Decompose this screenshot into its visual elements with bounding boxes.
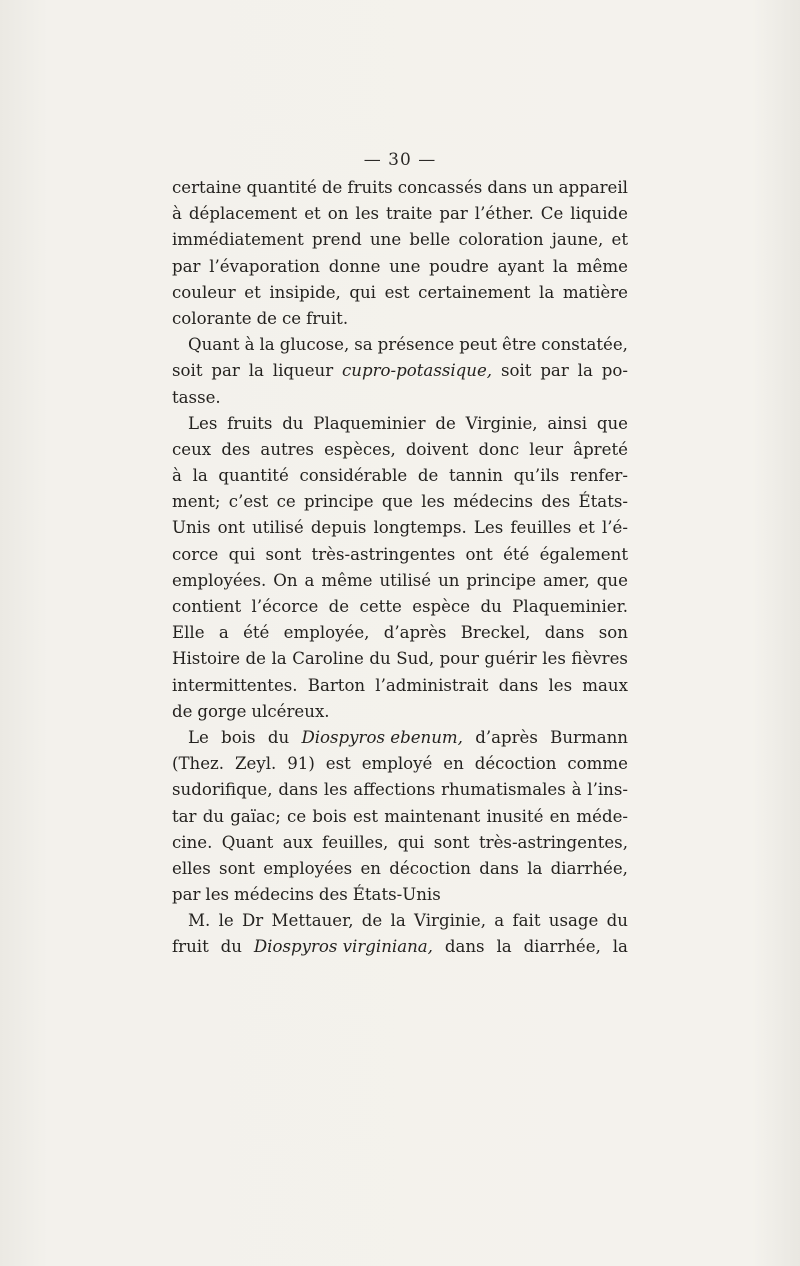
word: amer, <box>542 570 590 590</box>
word: quantité <box>218 466 289 486</box>
word: la <box>612 937 628 957</box>
word: dans <box>444 937 485 957</box>
word: Virginie, <box>414 911 486 931</box>
word: bois <box>312 806 347 826</box>
word: diarrhée, <box>523 937 601 957</box>
word: utilisé <box>379 570 432 590</box>
word: que <box>381 492 414 512</box>
word: son <box>598 623 628 643</box>
word: de <box>321 178 343 197</box>
word: sont <box>219 858 255 878</box>
word: États-Unis <box>352 885 441 905</box>
word: on <box>327 204 349 224</box>
word: sont <box>265 544 302 564</box>
word: des <box>318 885 348 905</box>
word: de <box>435 413 456 433</box>
word: des <box>541 492 571 512</box>
word: très-astringentes <box>311 544 456 564</box>
word: intermittentes. <box>172 675 298 695</box>
word: po- <box>601 361 628 381</box>
word: tar <box>172 806 197 826</box>
text-line <box>172 856 628 882</box>
word: fruits <box>347 178 393 197</box>
word: a <box>494 911 505 931</box>
word: depuis <box>310 518 367 538</box>
text-line <box>172 306 628 332</box>
word: affections <box>353 780 436 800</box>
text-line <box>172 227 628 253</box>
word: donne <box>328 256 381 276</box>
word: fruit <box>172 937 209 957</box>
word: jaune, <box>551 230 604 250</box>
text-line <box>172 568 628 594</box>
word: et <box>611 230 628 250</box>
word: Dr <box>242 911 264 931</box>
word: très-astringentes, <box>479 832 628 852</box>
text-line <box>172 437 628 463</box>
word: également <box>539 544 628 564</box>
word: décoction <box>389 858 471 878</box>
word: d’après <box>383 623 447 643</box>
word: du <box>369 649 391 669</box>
word: aux <box>282 832 313 852</box>
word: On <box>273 570 298 590</box>
text-line <box>172 777 628 803</box>
word: Zeyl. <box>235 754 277 774</box>
word: d’après <box>475 727 538 747</box>
word: a <box>304 570 315 590</box>
word: employée, <box>283 623 370 643</box>
word: Caroline <box>292 649 364 669</box>
page-number: — 30 — <box>363 150 437 170</box>
word: Barton <box>307 675 366 695</box>
word: Elle <box>172 623 205 643</box>
word: les <box>205 885 230 905</box>
word: tasse. <box>172 387 221 407</box>
word: soit <box>172 361 203 381</box>
word: de <box>172 701 193 721</box>
word: a <box>218 623 229 643</box>
word: fait <box>512 911 541 931</box>
word: ceux <box>172 439 212 459</box>
word: à <box>172 204 182 224</box>
word: doivent <box>405 439 469 459</box>
word: concassés <box>397 178 483 197</box>
word: qui <box>397 832 425 852</box>
word: du <box>480 597 502 616</box>
text-line <box>172 254 628 280</box>
word: la <box>248 361 264 381</box>
text-line <box>172 804 628 830</box>
body-text <box>172 175 628 961</box>
word: Breckel, <box>460 623 531 643</box>
word: employé <box>361 754 433 774</box>
word: dans <box>544 623 585 643</box>
word: la <box>539 282 555 302</box>
text-line <box>172 280 628 306</box>
word: coloration <box>458 230 544 250</box>
word: ce <box>281 308 302 328</box>
word: la <box>527 858 543 878</box>
word: utilisé <box>252 518 304 538</box>
text-line <box>172 882 628 908</box>
word: autres <box>260 439 314 459</box>
word: en <box>360 858 381 878</box>
word: principe <box>304 492 374 512</box>
word: leur <box>529 439 564 459</box>
word: Diospyros virginiana, <box>253 937 433 957</box>
word: par <box>172 885 201 905</box>
word: la <box>390 911 406 931</box>
word: les <box>548 675 573 695</box>
word: dans <box>498 675 539 695</box>
word: donc <box>478 439 520 459</box>
word: ce <box>287 806 307 826</box>
word: décoction <box>474 754 557 774</box>
word: 91) <box>287 754 315 774</box>
word: maux <box>582 675 628 695</box>
text-line <box>172 620 628 646</box>
word: tannin <box>449 466 503 486</box>
word: considérable <box>299 466 408 486</box>
word: Histoire <box>172 649 241 669</box>
word: Les <box>473 518 504 538</box>
word: cupro-potassique, <box>342 361 493 381</box>
word: que <box>596 570 628 590</box>
word: prend <box>312 230 362 250</box>
word: Ce <box>540 204 564 224</box>
word: belle <box>409 230 451 250</box>
word: comme <box>567 754 628 774</box>
word: l’é- <box>601 518 628 538</box>
text-line <box>172 934 628 960</box>
text-line <box>172 201 628 227</box>
word: elles <box>172 858 211 878</box>
word: rhumatismales <box>441 780 566 800</box>
word: l’administrait <box>375 675 489 695</box>
text-line <box>172 175 628 201</box>
text-line <box>172 594 628 620</box>
word: liquide <box>570 204 628 224</box>
word: les <box>542 649 566 669</box>
text-line <box>172 830 628 856</box>
word: certainement <box>418 282 531 302</box>
word: du <box>202 806 225 826</box>
word: la <box>577 361 593 381</box>
word: l’éther. <box>474 204 534 224</box>
word: pour <box>439 649 479 669</box>
word: Burmann <box>550 727 628 747</box>
word: fruits <box>227 413 273 433</box>
word: principe <box>466 570 537 590</box>
word: Quant <box>221 832 274 852</box>
text-line <box>172 411 628 437</box>
word: sudorifique, <box>172 780 273 800</box>
word: médecins <box>453 492 534 512</box>
word: ont <box>465 544 493 564</box>
word: insipide, <box>269 282 341 302</box>
word: traite <box>386 204 433 224</box>
word: et <box>244 282 261 302</box>
text-line <box>172 542 628 568</box>
word: même <box>321 570 373 590</box>
word: le <box>218 911 234 931</box>
word: fièvres <box>571 649 628 669</box>
word: être <box>502 335 537 355</box>
word: l’évaporation <box>209 256 320 276</box>
word: du <box>220 937 242 957</box>
word: matière <box>562 282 628 302</box>
word: constatée, <box>541 335 628 355</box>
word: gaïac; <box>230 806 281 826</box>
word: corce <box>172 544 219 564</box>
word: du <box>267 727 290 747</box>
word: les <box>323 780 348 800</box>
word: de <box>328 597 350 616</box>
text-line <box>172 489 628 515</box>
word: et <box>578 518 595 538</box>
word: liqueur <box>272 361 334 381</box>
word: âpreté <box>573 439 628 459</box>
word: déplacement <box>188 204 298 224</box>
word: longtemps. <box>373 518 467 538</box>
text-line <box>172 646 628 672</box>
word: États- <box>578 492 628 512</box>
word: renfer- <box>569 466 628 486</box>
word: à <box>571 780 582 800</box>
word: bois <box>221 727 256 747</box>
word: ayant <box>497 256 545 276</box>
word: dans <box>487 178 528 197</box>
word: employées. <box>172 570 267 590</box>
word: par <box>211 361 240 381</box>
word: usage <box>548 911 599 931</box>
word: Les <box>188 413 218 433</box>
word: par <box>540 361 569 381</box>
word: ulcéreux. <box>251 701 330 721</box>
word: à <box>244 335 255 355</box>
word: Sud, <box>396 649 435 669</box>
word: maintenant <box>384 806 481 826</box>
word: une <box>369 230 402 250</box>
word: M. <box>188 911 211 931</box>
word: feuilles, <box>322 832 389 852</box>
word: Unis <box>172 518 211 538</box>
text-line <box>172 515 628 541</box>
word: feuilles <box>510 518 572 538</box>
word: poudre <box>429 256 489 276</box>
word: inusité <box>486 806 544 826</box>
word: la <box>192 466 208 486</box>
word: la <box>259 335 275 355</box>
word: à <box>172 466 182 486</box>
word: cette <box>359 597 402 616</box>
word: Plaqueminier. <box>512 597 628 616</box>
word: par <box>439 204 468 224</box>
word: Virginie, <box>465 413 538 433</box>
word: Mettauer, <box>271 911 354 931</box>
text-line <box>172 908 628 934</box>
word: dans <box>479 858 519 878</box>
word: été <box>243 623 270 643</box>
word: contient <box>172 597 242 616</box>
word: guérir <box>484 649 537 669</box>
word: même <box>576 256 628 276</box>
word: ainsi <box>547 413 588 433</box>
word: employées <box>263 858 353 878</box>
word: Le <box>188 727 209 747</box>
word: la <box>552 256 569 276</box>
word: espèce <box>412 597 471 616</box>
word: cine. <box>172 832 213 852</box>
word: certaine <box>172 178 242 197</box>
word: fruit. <box>306 308 349 328</box>
word: dans <box>278 780 319 800</box>
word: sa <box>354 335 373 355</box>
word: de <box>417 466 439 486</box>
word: du <box>606 911 628 931</box>
text-line <box>172 463 628 489</box>
word: quantité <box>246 178 317 197</box>
word: soit <box>500 361 532 381</box>
word: sont <box>433 832 470 852</box>
word: couleur <box>172 282 236 302</box>
text-line <box>172 385 628 411</box>
word: une <box>389 256 421 276</box>
word: l’ins- <box>587 780 628 800</box>
word: Diospyros ebenum, <box>301 727 463 747</box>
word: qui <box>228 544 256 564</box>
word: espèces, <box>324 439 396 459</box>
word: un <box>532 178 554 197</box>
word: en <box>549 806 571 826</box>
word: colorante <box>172 308 252 328</box>
word: les <box>355 204 380 224</box>
word: appareil <box>558 178 628 197</box>
word: ont <box>217 518 245 538</box>
word: méde- <box>576 806 628 826</box>
word: diarrhée, <box>550 858 628 878</box>
text-line <box>172 332 628 358</box>
word: est <box>353 806 379 826</box>
word: les <box>421 492 445 512</box>
word: gorge <box>197 701 247 721</box>
word: médecins <box>234 885 314 905</box>
word: un <box>438 570 460 590</box>
word: qu’ils <box>513 466 560 486</box>
word: des <box>221 439 251 459</box>
word: par <box>172 256 201 276</box>
word: en <box>443 754 464 774</box>
word: Quant <box>188 335 240 355</box>
word: de <box>256 308 278 328</box>
word: de <box>245 649 266 669</box>
word: ment; <box>172 492 221 512</box>
word: de <box>361 911 383 931</box>
text-line <box>172 725 628 751</box>
word: (Thez. <box>172 754 225 774</box>
word: Plaqueminier <box>313 413 426 433</box>
word: immédiatement <box>172 230 304 250</box>
text-line <box>172 751 628 777</box>
word: c’est <box>228 492 269 512</box>
word: l’écorce <box>251 597 319 616</box>
word: présence <box>377 335 455 355</box>
word: est <box>325 754 351 774</box>
word: que <box>596 413 628 433</box>
word: ce <box>276 492 296 512</box>
word: et <box>304 204 321 224</box>
word: la <box>496 937 512 957</box>
word: du <box>282 413 304 433</box>
word: peut <box>459 335 498 355</box>
text-line <box>172 358 628 384</box>
text-line <box>172 673 628 699</box>
word: glucose, <box>279 335 350 355</box>
word: été <box>503 544 530 564</box>
word: la <box>271 649 287 669</box>
word: qui <box>349 282 376 302</box>
text-line <box>172 699 628 725</box>
word: est <box>384 282 410 302</box>
